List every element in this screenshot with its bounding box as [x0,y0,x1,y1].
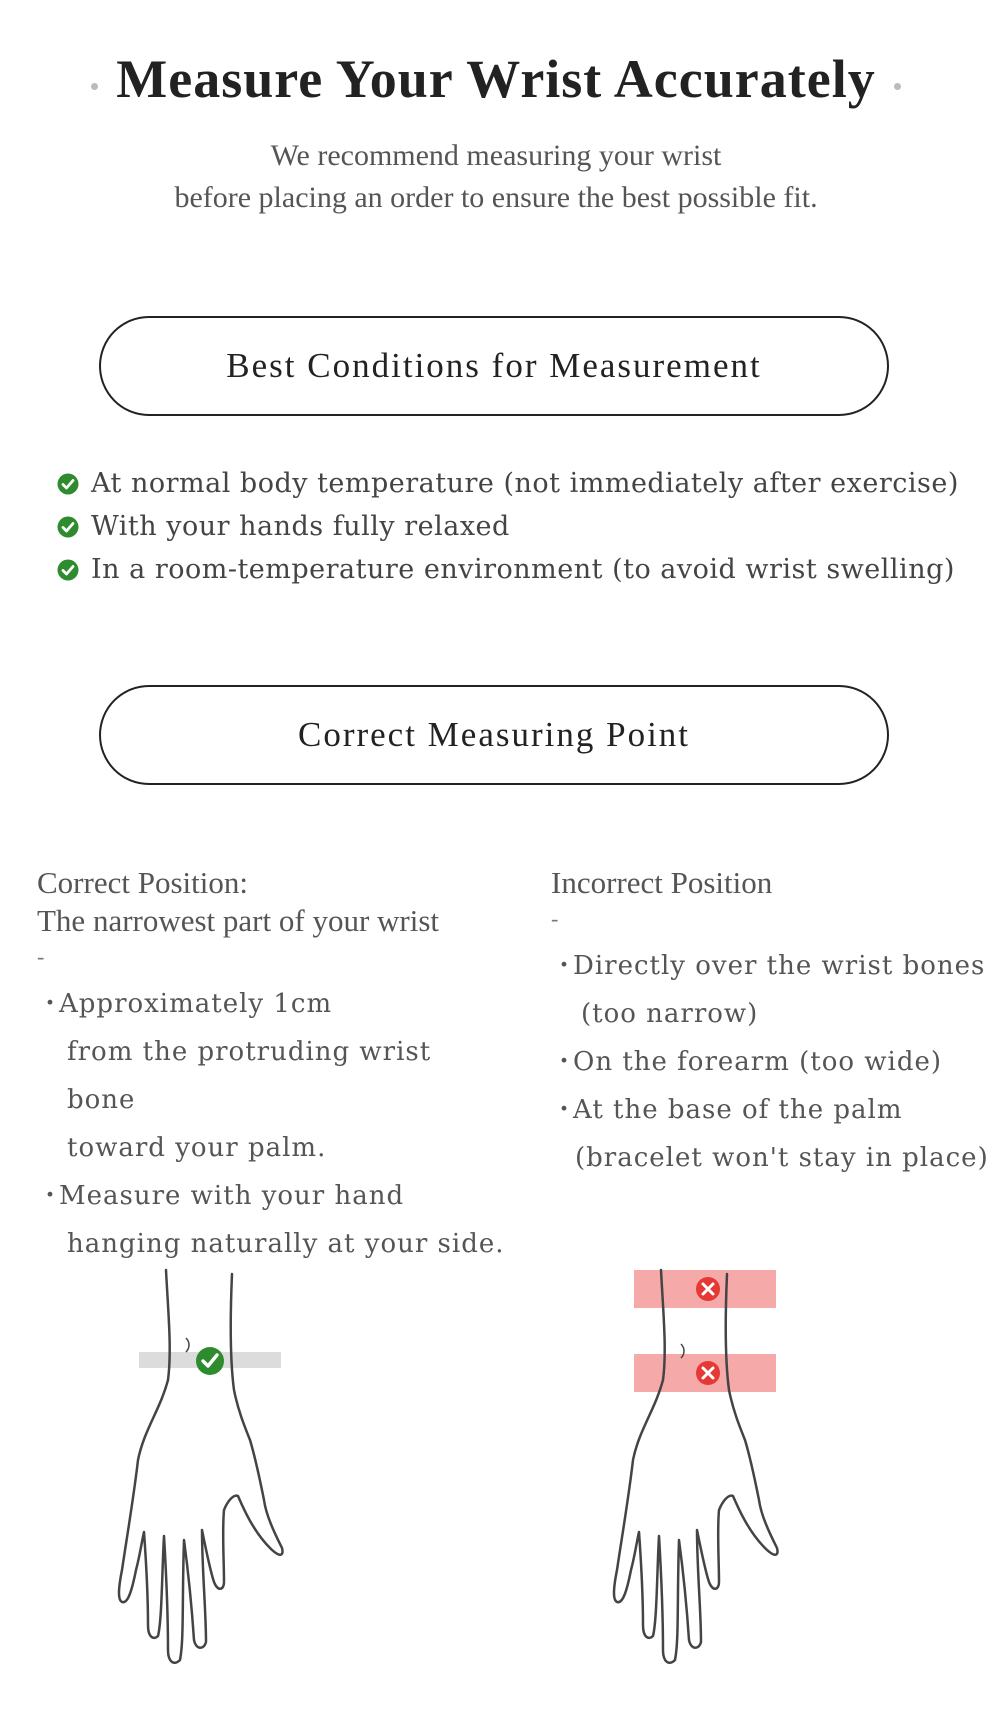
bullet-text: Directly over the wrist bones [573,951,986,981]
bullet-mark: ・ [551,1095,579,1125]
list-item [551,1038,991,1086]
correct-position-title: Correct Position: [37,865,248,900]
divider: - [551,906,559,931]
divider: - [37,944,45,969]
bullet-text: Approximately 1cm [59,989,333,1019]
incorrect-hand-illustration [605,1270,835,1680]
hand-outline [614,1270,778,1663]
list-item [551,1086,991,1182]
list-item [57,505,959,548]
list-item [37,1172,507,1268]
page-title [0,48,992,110]
title-dot-left [91,83,98,90]
bullet-text: Measure with your hand [59,1181,405,1211]
correct-hand-illustration [110,1270,340,1680]
condition-text: In a room-temperature environment (to avoid wrist swelling) [91,554,955,585]
bullet-text: On the forearm (too wide) [573,1047,943,1077]
conditions-list [57,462,959,591]
list-item [551,942,991,1038]
subtitle-line-2: before placing an order to ensure the best possible fit. [174,181,818,214]
page-subtitle [0,135,992,219]
check-circle-icon [57,516,79,538]
title-dot-right [894,83,901,90]
condition-text: At normal body temperature (not immediately after exercise) [91,468,959,499]
condition-text: With your hands fully relaxed [91,511,510,542]
list-item [37,980,507,1172]
x-circle-icon [696,1361,720,1385]
correct-position-subtitle: The narrowest part of your wrist [37,903,440,938]
check-circle-icon [57,559,79,581]
wrist-bone-mark [186,1338,189,1352]
hand-outline [119,1270,283,1663]
incorrect-position-column [551,864,991,1182]
bullet-mark: ・ [37,989,65,1019]
bullet-mark: ・ [551,1047,579,1077]
measuring-point-heading: Correct Measuring Point [99,685,889,785]
bullet-mark: ・ [37,1181,65,1211]
bullet-text: hanging naturally at your side. [67,1229,505,1259]
x-circle-icon [696,1277,720,1301]
subtitle-line-1: We recommend measuring your wrist [270,139,722,172]
bullet-mark: ・ [551,951,579,981]
bullet-text: toward your palm. [67,1133,327,1163]
check-circle-icon [196,1347,224,1375]
bullet-text: (too narrow) [581,999,759,1029]
conditions-heading: Best Conditions for Measurement [99,316,889,416]
bullet-text: (bracelet won't stay in place) [575,1143,989,1173]
incorrect-position-title: Incorrect Position [551,865,773,900]
page-title-text: Measure Your Wrist Accurately [116,49,876,109]
bullet-text: At the base of the palm [573,1095,903,1125]
check-circle-icon [57,473,79,495]
bullet-text: from the protruding wrist bone [67,1037,432,1115]
correct-position-column [37,864,507,1268]
list-item [57,462,959,505]
list-item [57,548,959,591]
